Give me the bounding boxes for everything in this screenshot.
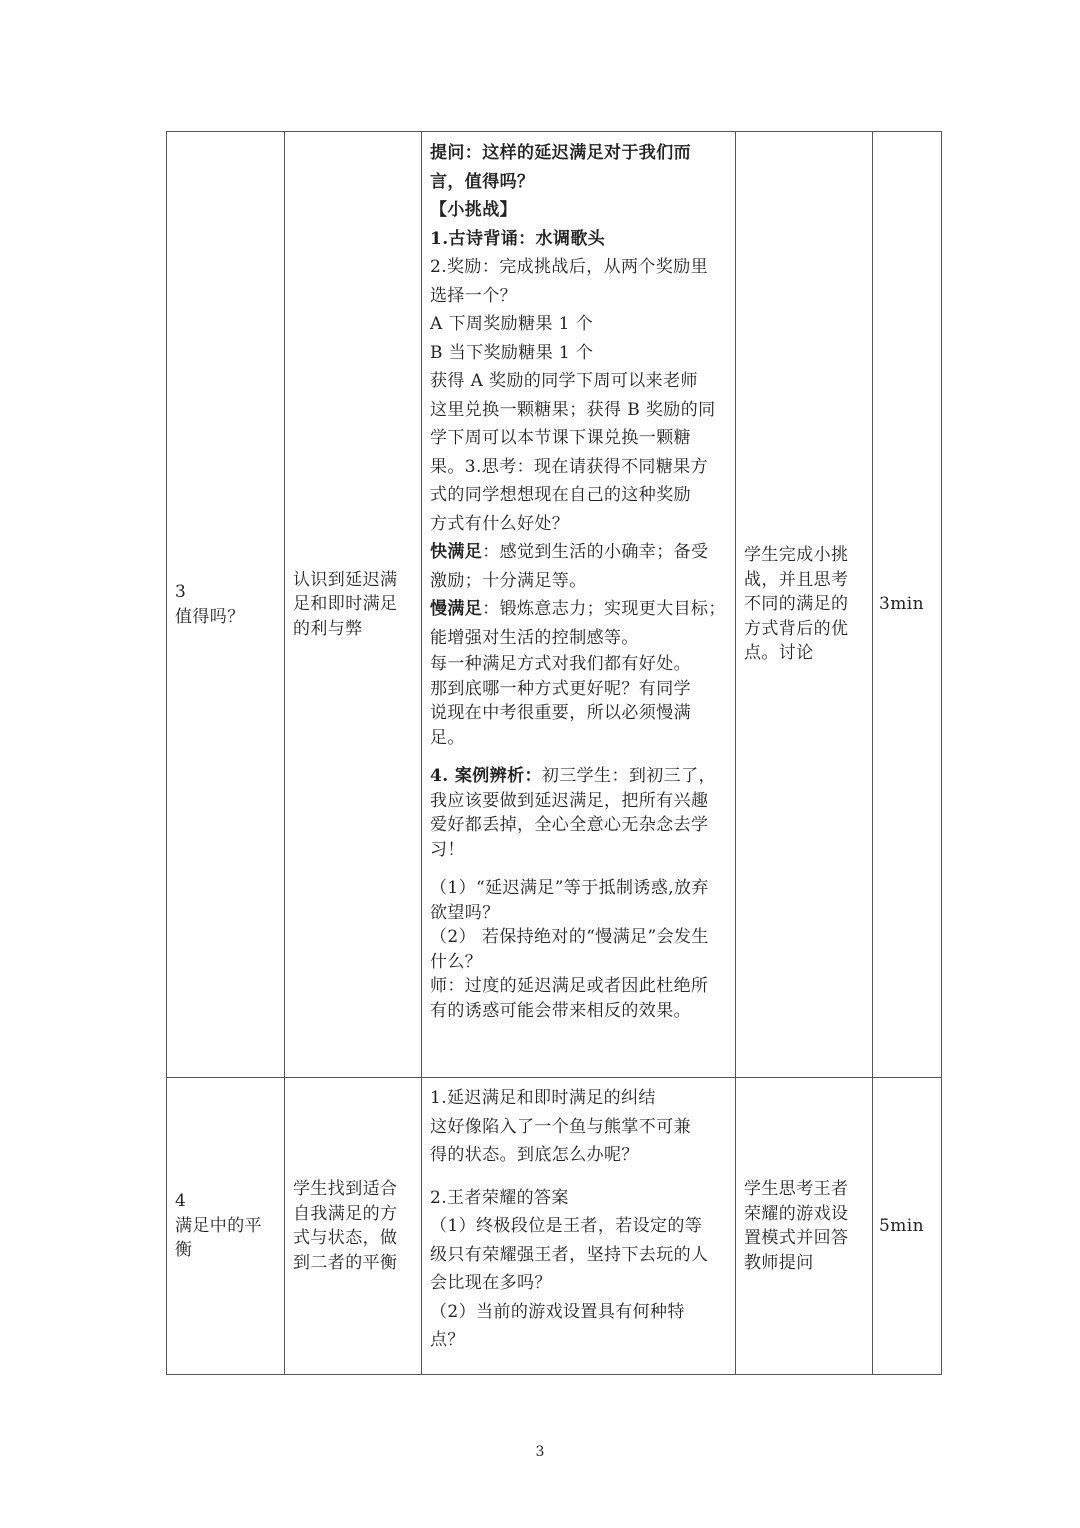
table-row: [167, 132, 942, 1078]
case-heading: 4. 案例辨析：: [430, 766, 542, 786]
question-line: 言，值得吗？: [430, 171, 535, 192]
activity-line: 不同的满足的: [744, 594, 849, 615]
objective-line: 的利与弊: [293, 618, 363, 639]
activity-line: 方式背后的优: [744, 618, 849, 639]
content-line: 会比现在多吗？: [430, 1273, 552, 1293]
spacer: [430, 750, 727, 764]
activity-line: 教师提问: [744, 1252, 814, 1273]
content-line: 方式有什么好处？: [430, 513, 570, 534]
content-line: 点？: [430, 1330, 465, 1350]
activity-line: 战，并且思考: [744, 569, 849, 590]
challenge-item: 1.古诗背诵：水调歌头: [430, 228, 606, 249]
time-value: 3min: [879, 594, 924, 615]
activity-line: 学生思考王者: [744, 1179, 849, 1199]
fast-satisfaction-line: [430, 538, 727, 567]
objective-cell: [285, 1078, 422, 1375]
question-line: 提问：这样的延迟满足对于我们而: [430, 143, 691, 163]
case-line: [430, 764, 727, 789]
challenge-item: 2.奖励：完成挑战后，从两个奖励里: [430, 257, 709, 277]
content-line: 欲望吗？: [430, 902, 500, 923]
objective-line: 式与状态，做: [293, 1228, 398, 1248]
challenge-heading: 【小挑战】: [430, 200, 517, 220]
objective-cell: [285, 132, 422, 1078]
content-line: 这好像陷入了一个鱼与熊掌不可兼: [430, 1116, 691, 1137]
content-line: （2） 若保持绝对的“慢满足”会发生: [430, 927, 709, 947]
table-row: [167, 1078, 942, 1375]
content-line: （1）“延迟满足”等于抵制诱惑,放弃: [430, 878, 709, 898]
objective-line: 自我满足的方: [293, 1203, 398, 1224]
content-line: 有的诱惑可能会带来相反的效果。: [430, 1000, 691, 1021]
stage-title: 值得吗？: [175, 606, 245, 627]
content-line: 果。3.思考：现在请获得不同糖果方: [430, 456, 709, 477]
content-line: 说现在中考很重要，所以必须慢满: [430, 703, 691, 723]
objective-line: 学生找到适合: [293, 1179, 398, 1199]
case-text: 初三学生：到初三了，: [541, 766, 716, 786]
lesson-plan-table: [166, 131, 942, 1375]
objective-line: 到二者的平衡: [293, 1252, 398, 1273]
content-line: 习！: [430, 839, 465, 860]
content-line: 得的状态。到底怎么办呢？: [430, 1145, 639, 1165]
slow-satisfaction-line: [430, 595, 727, 624]
spacer: [430, 862, 727, 876]
fast-satisfaction-text: ：感觉到生活的小确幸；备受: [482, 542, 709, 562]
content-line: 级只有荣耀强王者，坚持下去玩的人: [430, 1244, 709, 1265]
time-cell: [873, 1078, 942, 1375]
content-line: 师：过度的延迟满足或者因此杜绝所: [430, 976, 709, 996]
content-line: 学下周可以本节课下课兑换一颗糖: [430, 428, 691, 448]
content-line: 我应该要做到延迟满足，把所有兴趣: [430, 790, 709, 811]
objective-line: 足和即时满足: [293, 594, 398, 615]
content-line: （2）当前的游戏设置具有何种特: [430, 1301, 685, 1322]
content-line: 1.延迟满足和即时满足的纠结: [430, 1088, 656, 1108]
stage-number: 3: [175, 582, 187, 602]
content-line: 足。: [430, 727, 465, 748]
content-line: 获得 A 奖励的同学下周可以来老师: [430, 371, 698, 391]
stage-number: 4: [175, 1191, 187, 1212]
time-cell: [873, 132, 942, 1078]
slow-satisfaction-text: ：锻炼意志力；实现更大目标；: [482, 599, 726, 619]
teaching-content-cell: [422, 132, 736, 1078]
student-activity-cell: [736, 1078, 873, 1375]
option-b: B 当下奖励糖果 1 个: [430, 342, 594, 363]
content-line: 爱好都丢掉，全心全意心无杂念去学: [430, 815, 709, 835]
teaching-content-cell: [422, 1078, 736, 1375]
spacer: [430, 1170, 727, 1184]
option-a: A 下周奖励糖果 1 个: [430, 314, 594, 334]
content-line: 式的同学想想现在自己的这种奖励: [430, 485, 691, 505]
activity-line: 学生完成小挑: [744, 545, 849, 566]
content-line: 能增强对生活的控制感等。: [430, 627, 639, 648]
stage-cell: [167, 1078, 285, 1375]
objective-line: 认识到延迟满: [293, 569, 398, 590]
challenge-item: 选择一个？: [430, 285, 517, 306]
slow-satisfaction-term: 慢满足: [430, 599, 483, 619]
content-line: 什么？: [430, 951, 483, 972]
activity-line: 荣耀的游戏设: [744, 1203, 849, 1224]
page-number: 3: [535, 1444, 545, 1460]
activity-line: 置模式并回答: [744, 1228, 849, 1248]
content-line: 激励；十分满足等。: [430, 570, 587, 591]
fast-satisfaction-term: 快满足: [430, 542, 483, 562]
activity-line: 点。讨论: [744, 643, 814, 664]
stage-title: 满足中的平: [175, 1215, 262, 1236]
content-line: 那到底哪一种方式更好呢？有同学: [430, 678, 691, 699]
stage-title: 衡: [175, 1240, 193, 1261]
stage-cell: [167, 132, 285, 1078]
time-value: 5min: [879, 1215, 924, 1236]
student-activity-cell: [736, 132, 873, 1078]
content-line: 每一种满足方式对我们都有好处。: [430, 654, 691, 674]
content-line: 这里兑换一颗糖果；获得 B 奖励的同: [430, 399, 716, 420]
section-heading: 2.王者荣耀的答案: [430, 1187, 569, 1208]
content-line: （1）终极段位是王者，若设定的等: [430, 1216, 703, 1236]
